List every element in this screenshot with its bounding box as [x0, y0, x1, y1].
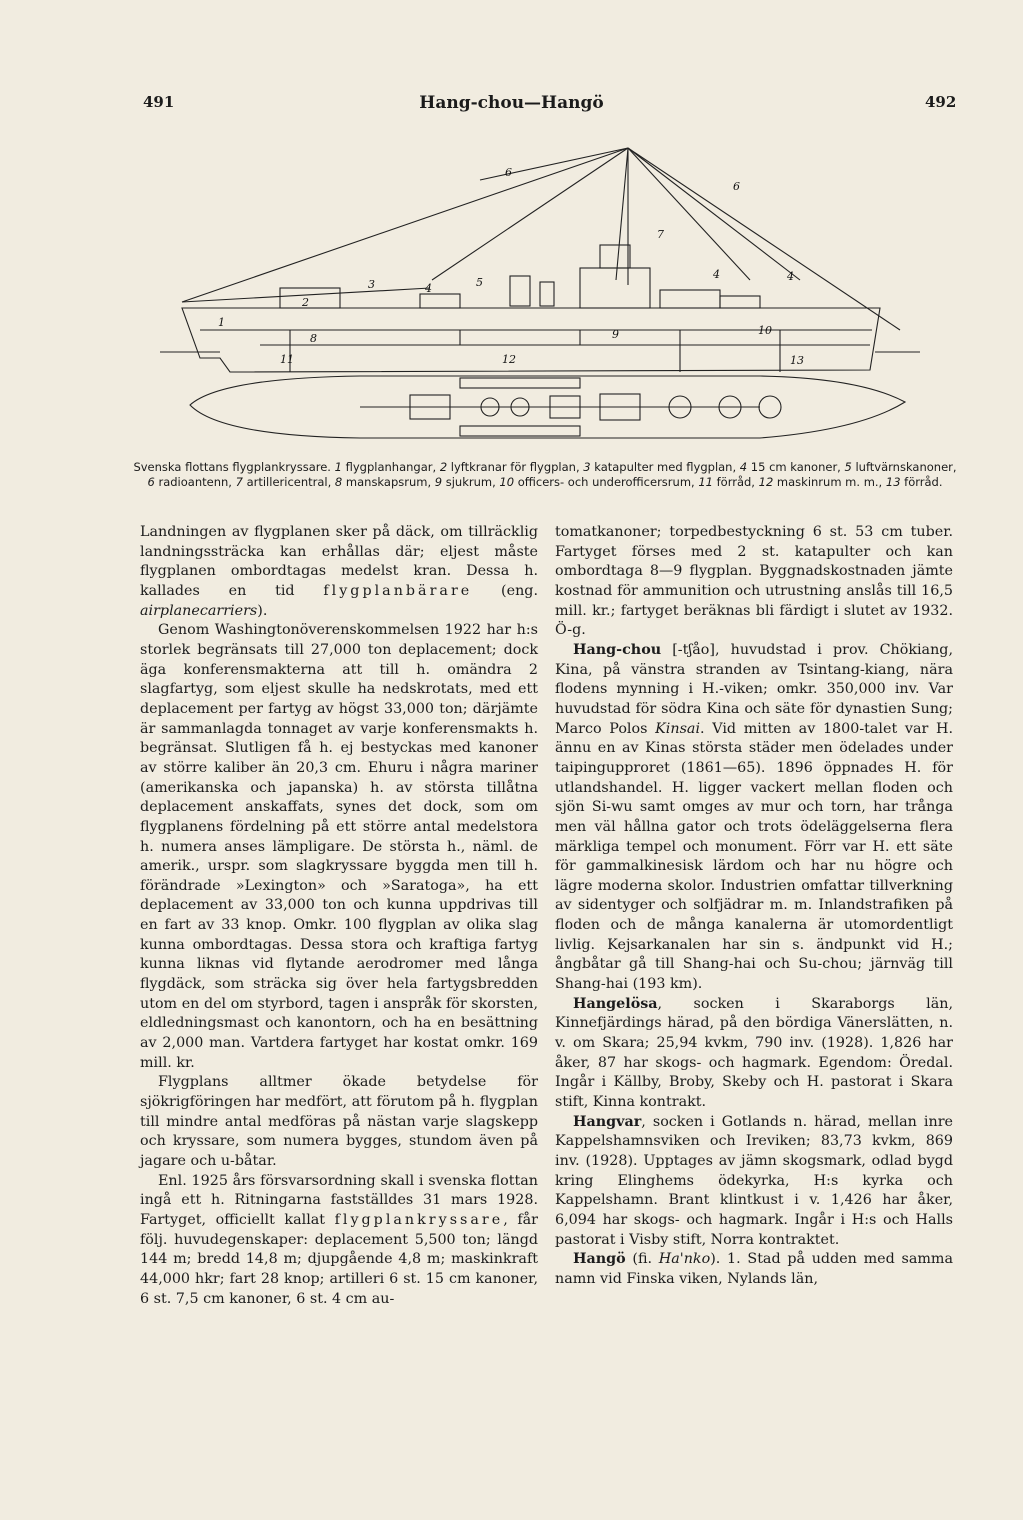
left-column — [140, 523, 538, 1309]
caption-num: 2 — [439, 460, 448, 474]
diagram-label: 7 — [657, 228, 664, 241]
diagram-label: 3 — [368, 278, 375, 291]
text-run: ). — [257, 602, 268, 619]
text-run: (eng. — [472, 582, 538, 599]
caption-num: 13 — [885, 474, 901, 489]
rigging-line — [628, 148, 900, 330]
caption-num: 4 — [739, 460, 748, 474]
funnel — [540, 282, 554, 306]
running-head: Hang-chou—Hangö — [419, 93, 604, 113]
rigging-line — [432, 148, 628, 280]
text-run: , socken i Gotlands n. härad, mellan inre Kappelshamnsviken och Ireviken; 83,73 kvkm, 869 inv. (1928). Upptages av jämn skogsmark, odlad bygd kring Elinghems ödekyrka, H:s kyrka och Kappelshamn. Brant klintkust i v. 1,426 har åker, 6,094 har skogs- och hagmark. Ingår i H:s och Halls pastorat i Visby stift, Norra kontraktet. — [555, 1113, 953, 1248]
rigging-line — [628, 148, 800, 280]
text-run: Enl. 1925 års försvarsordning skall i svenska flottan ingå ett h. Ritningarna fastställdes 31 mars 1928. Fartyget, officiellt kallat — [140, 1172, 538, 1228]
paragraph — [140, 1172, 538, 1310]
italic-term: airplanecarriers — [140, 602, 258, 619]
bridge — [580, 268, 650, 308]
caption-text: maskinrum m. m., — [773, 474, 886, 489]
funnel — [510, 276, 530, 306]
entry-hangvar — [555, 1113, 953, 1251]
gun-turret — [720, 296, 760, 308]
text-run: Landningen av flygplanen sker på däck, om tillräcklig landningssträcka kan erhållas där; eljest måste flygplanen ombordtagas medelst kran. Dessa h. kallades en tid — [140, 524, 538, 599]
right-column — [555, 523, 953, 1290]
aft-structure — [660, 290, 720, 308]
diagram-label: 8 — [310, 332, 317, 345]
spaced-term: flygplanbärare — [323, 582, 473, 599]
caption-num: 7 — [235, 474, 243, 489]
caption-text: förråd, — [712, 474, 759, 489]
caption-num: 5 — [844, 460, 852, 474]
ship-diagram-svg — [160, 140, 920, 460]
catapult — [420, 294, 460, 308]
diagram-label: 4 — [787, 270, 794, 283]
text-run: , får följ. huvudegenskaper: deplacement 5,500 ton; längd 144 m; bredd 14,8 m; djupgående 4,8 m; maskinkraft 44,000 hkr; fart 28 knop; artilleri 6 st. 15 cm kanoner, 6 st. 7,5 cm kanoner, 6 st. 4 cm au- — [140, 1211, 538, 1307]
rigging-line — [480, 148, 628, 180]
plan-turret — [759, 396, 781, 418]
caption-num: 9 — [434, 474, 443, 489]
caption-title: Svenska flottans flygplankryssare. — [133, 460, 331, 474]
diagram-label: 11 — [280, 353, 294, 366]
paragraph: tomatkanoner; torpedbestyckning 6 st. 53 cm tuber. Fartyget förses med 2 st. katapulter och kan ombordtaga 8—9 flygplan. Byggnadskostnaden jämte kostnad för ammunition och utrustning anslås till 16,5 mill. kr.; fartyget beräknas bli färdigt i slutet av 1932. Ö-g. — [555, 524, 953, 639]
caption-num: 8 — [334, 474, 343, 489]
diagram-label: 6 — [733, 180, 740, 193]
caption-num: 12 — [758, 474, 774, 489]
caption-text: radioantenn, — [154, 474, 236, 489]
caption-text: sjukrum, — [442, 474, 500, 489]
caption-num: 6 — [147, 474, 155, 489]
entry-headword: Hang-chou — [573, 641, 662, 658]
diagram-label: 10 — [758, 324, 772, 337]
entry-headword: Hangelösa — [573, 995, 658, 1012]
caption-text: förråd. — [900, 474, 943, 489]
text-run: , socken i Skaraborgs län, Kinnefjärdings härad, på den bördiga Vänerslätten, n. v. om Skara; 25,94 kvkm, 790 inv. (1928). 1,826 har åker, 87 har skogs- och hagmark. Egendom: Öredal. Ingår i Källby, Broby, Skeby och H. pastorat i Skara stift, Kinna kontrakt. — [555, 995, 953, 1111]
page-number-right: 492 — [925, 93, 957, 111]
mast-top — [600, 245, 630, 268]
text-run: . Vid mitten av 1800-talet var H. ännu en av Kinas största städer men ödelades under taipingupproret (1861—65). 1896 öppnades H. för utlandshandel. H. ligger vackert mellan floden och sjön Si-wu samt omges av mur och torn, har trånga men väl hållna gator och trots ödeläggelserna flera märkliga tempel och monument. Förr var H. ett säte för gammalkinesisk lärdom och har nu högre och lägre moderna skolor. Industrien omfattar tillverkning av sidentyger och solfjädrar m. m. Inlandstrafiken på floden och de många kanalerna är utomordentligt livlig. Kejsarkanalen har sin s. ändpunkt vid H.; ångbåtar gå till Shang-hai och Su-chou; järnväg till Shang-hai (193 km). — [555, 720, 953, 993]
diagram-label: 2 — [302, 296, 309, 309]
caption-text: 15 cm kanoner, — [747, 460, 845, 474]
caption-num: 10 — [499, 474, 515, 489]
diagram-label: 6 — [505, 166, 512, 179]
text-run: (fi. — [625, 1251, 659, 1268]
rigging-line — [628, 148, 750, 280]
caption-text: manskapsrum, — [342, 474, 435, 489]
entry-hangelosa — [555, 995, 953, 1113]
caption-num: 1 — [334, 460, 342, 474]
diagram-label: 4 — [425, 282, 432, 295]
caption-num: 11 — [698, 474, 713, 489]
caption-text: luftvärnskanoner, — [851, 460, 957, 474]
page-number-left: 491 — [143, 93, 175, 111]
ship-diagram — [160, 140, 920, 460]
entry-hango — [555, 1250, 953, 1289]
diagram-label: 4 — [713, 268, 720, 281]
caption-text: lyftkranar för flygplan, — [447, 460, 584, 474]
caption-text: katapulter med flygplan, — [590, 460, 740, 474]
text-run: ). 1. Stad på udden med samma namn vid Finska viken, Nylands län, — [555, 1251, 953, 1287]
caption-text: flygplanhangar, — [341, 460, 440, 474]
diagram-label: 12 — [502, 353, 516, 366]
rigging-line — [616, 148, 628, 280]
diagram-label: 5 — [476, 276, 483, 289]
entry-hang-chou — [555, 641, 953, 995]
italic-term: Kinsai — [655, 720, 701, 737]
spaced-term: flygplankryssare — [334, 1211, 504, 1228]
rigging-line — [182, 148, 628, 302]
italic-term: Ha'nko — [658, 1251, 711, 1268]
plan-deckhouse — [460, 378, 580, 388]
paragraph — [140, 523, 538, 621]
caption-num: 3 — [583, 460, 591, 474]
caption-text: officers- och underofficersrum, — [514, 474, 699, 489]
diagram-label: 1 — [218, 316, 225, 329]
plan-deckhouse — [460, 426, 580, 436]
entry-headword: Hangö — [573, 1251, 626, 1268]
caption-text: artillericentral, — [242, 474, 335, 489]
entry-headword: Hangvar — [573, 1113, 642, 1130]
diagram-label: 9 — [612, 328, 619, 341]
hangar-block — [280, 288, 340, 308]
diagram-label: 13 — [790, 354, 804, 367]
paragraph: Flygplans alltmer ökade betydelse för sjökrigföringen har medfört, att förutom på h. flygplan till mindre antal medföras på nästan varje slagskepp och kryssare, som numera bygges, stundom även på jagare och u-båtar. — [140, 1074, 538, 1169]
paragraph: Genom Washingtonöverenskommelsen 1922 har h:s storlek begränsats till 27,000 ton deplacement; dock äga konferensmakterna att till h. omändra 2 slagfartyg, som eljest skulle ha nedskrotats, med ett deplacement per fartyg av högst 33,000 ton; därjämte är sammanlagda tonnaget av varje konferensmakts h. begränsat. Slutligen få h. ej bestyckas med kanoner av större kaliber än 20,3 cm. Ehuru i några mariner (amerikanska och japanska) h. av största tillåtna deplacement anskaffats, synes det dock, som om flygplanens fördelning på ett större antal medelstora h. numera anses lämpligare. De största h., näml. de amerik., urspr. som slagkryssare byggda men till h. förändrade »Lexington» och »Saratoga», ha ett deplacement av 33,000 ton och kunna uppdrivas till en fart av 33 knop. Omkr. 100 flygplan av olika slag kunna ombordtagas. Dessa stora och kraftiga fartyg kunna liknas vid flytande aerodromer med långa flygdäck, som sträcka sig över hela fartygsbredden utom en del om styrbord, tagen i anspråk för skorsten, eldledningsmast och kanontorn, och ha en besättning av 2,000 man. Vartdera fartyget har kostat omkr. 169 mill. kr. — [140, 622, 538, 1071]
text-run: [-tʃåo], huvudstad i prov. Chökiang, Kina, på vänstra stranden av Tsintang-kiang, nära flodens mynning i H.-viken; omkr. 350,000 inv. Var huvudstad för södra Kina och säte för dynastien Sung; Marco Polos — [555, 641, 953, 737]
figure-caption — [130, 460, 960, 489]
